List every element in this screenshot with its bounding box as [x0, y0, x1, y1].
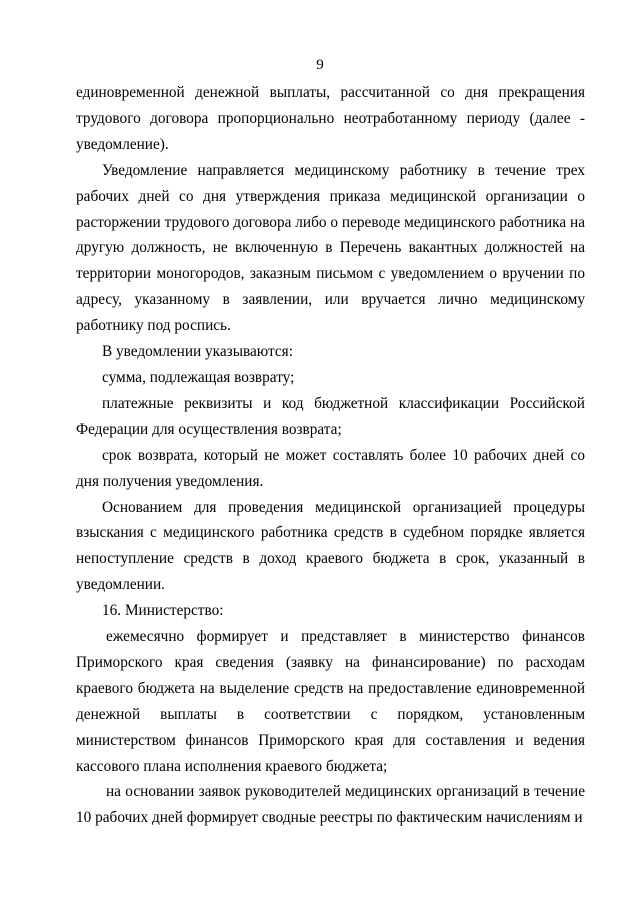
list-item-amount: сумма, подлежащая возврату; [102, 368, 295, 386]
section-heading-ministry: 16. Министерство: [102, 602, 224, 620]
document-body [76, 80, 585, 831]
paragraph-court-recovery: Основанием для проведения медицинской организацией процедуры взыскания с медицинского работника средств в судебном порядке является непоступление средств в доход краевого бюджета в срок, указанный в уведомлении. [76, 498, 585, 594]
paragraph-notification-contents: В уведомлении указываются: [102, 343, 293, 361]
list-item-deadline: срок возврата, который не может составлять более 10 рабочих дней со дня получения уведомления. [76, 446, 585, 490]
list-item-monthly-report: ежемесячно формирует и представляет в министерство финансов Приморского края сведения (заявку на финансирование) по расходам краевого бюджета на выделение средств на предоставление единовременной денежной выплаты в соответствии с порядком, установленным министерством финансов Приморского края для составления и ведения кассового плана исполнения краевого бюджета; [76, 628, 585, 775]
paragraph-notification-delivery: Уведомление направляется медицинскому работнику в течение трех рабочих дней со дня утверждения приказа медицинской организации о расторжении трудового договора либо о переводе медицинского работника на другую должность, не включенную в Перечень вакантных должностей на территории моногородов, заказным письмом с уведомлением о вручении по адресу, указанному в заявлении, или вручается лично медицинскому работнику под роспись. [76, 161, 585, 335]
list-item-registers: на основании заявок руководителей медицинских организаций в течение 10 рабочих дней формирует сводные реестры по фактическим начислениям и [76, 783, 585, 827]
list-item-payment-details: платежные реквизиты и код бюджетной классификации Российской Федерации для осуществления возврата; [76, 394, 585, 438]
page-number: 9 [316, 57, 324, 73]
paragraph-continuation: единовременной денежной выплаты, рассчитанной со дня прекращения трудового договора пропорционально неотработанному периоду (далее - уведомление). [76, 84, 585, 153]
